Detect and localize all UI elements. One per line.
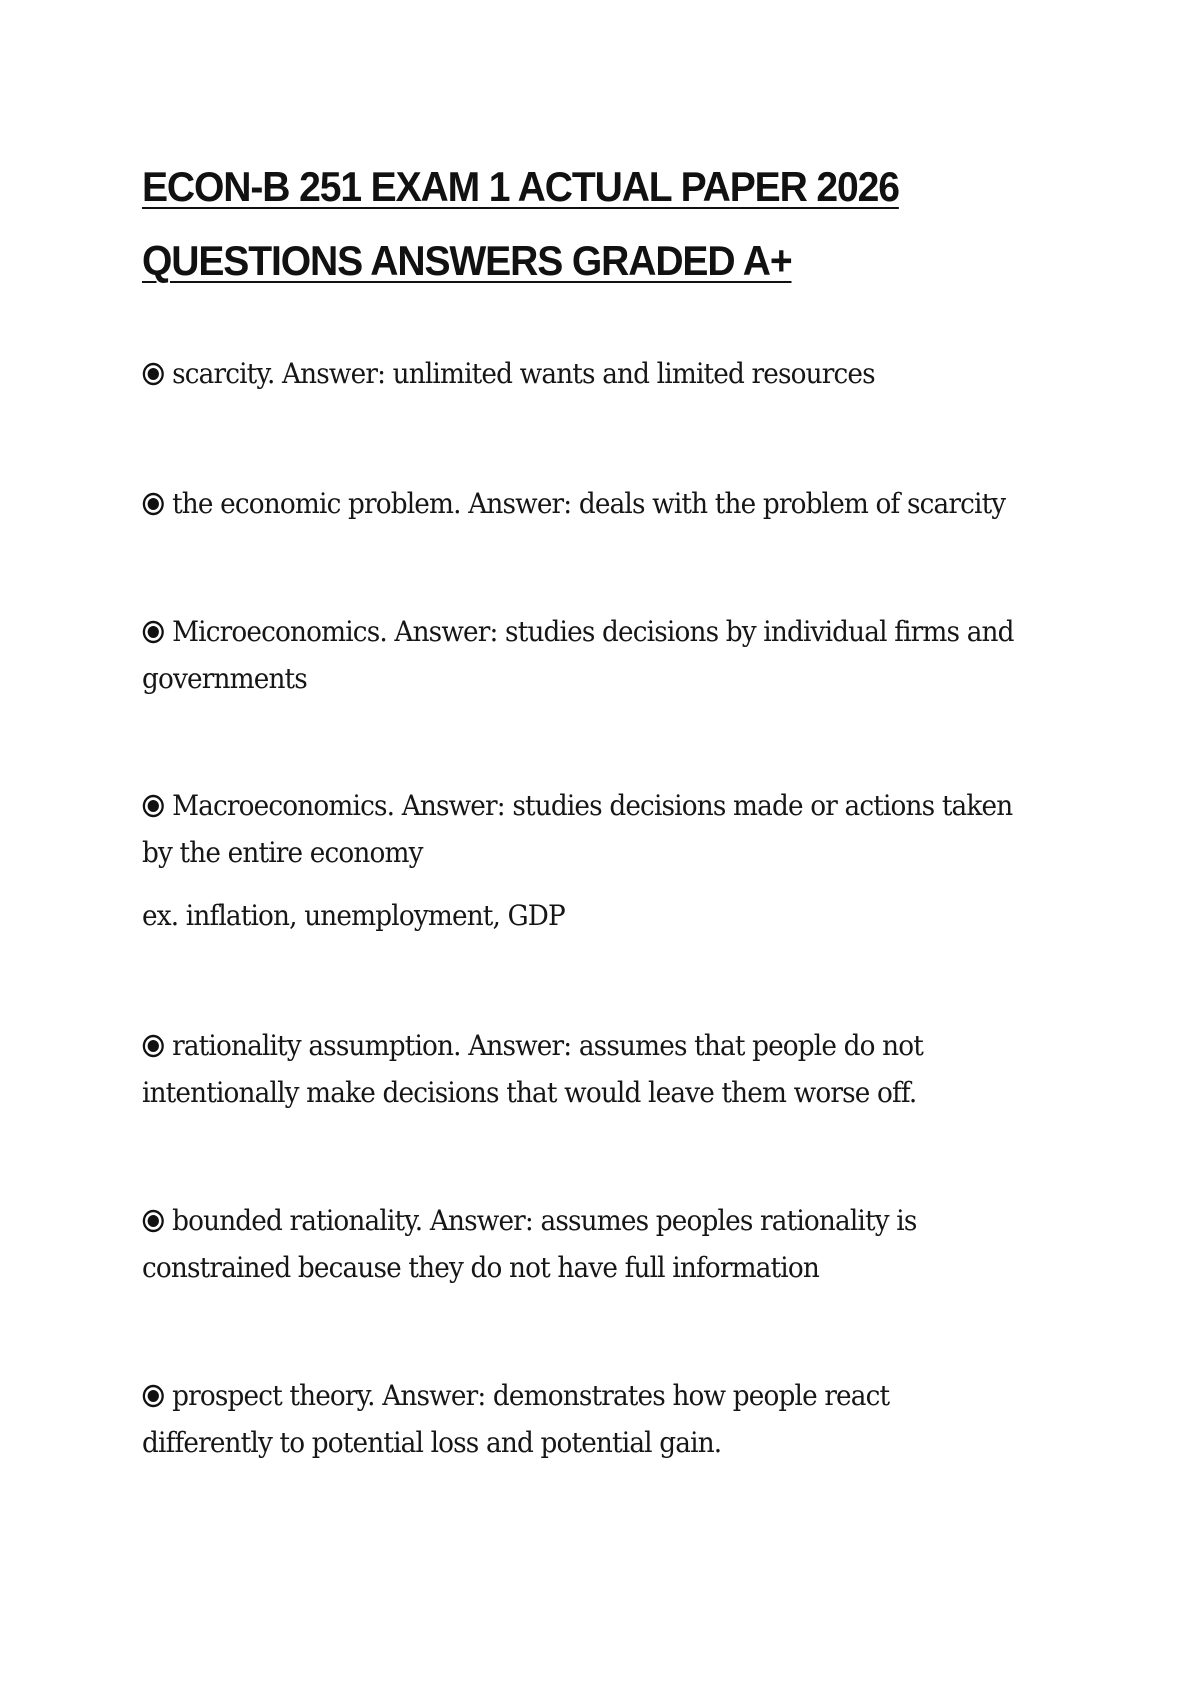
radio-bullet-icon (142, 794, 165, 818)
radio-bullet-icon (142, 1034, 165, 1058)
qa-item-bounded-rationality (142, 1197, 1026, 1291)
document-title (142, 150, 979, 298)
answer-label: Answer: (468, 1029, 572, 1062)
answer-label: Answer: (382, 1379, 486, 1412)
answer-label: Answer: (394, 615, 498, 648)
answer-text: assumes peoples rationality is constrained because they do not have full information (142, 1204, 917, 1284)
answer-text: unlimited wants and limited resources (392, 357, 875, 390)
term-text: Macroeconomics. (172, 789, 395, 822)
qa-item-economic-problem (142, 480, 1026, 527)
qa-item-rationality-assumption (142, 1022, 1026, 1116)
answer-text: deals with the problem of scarcity (578, 487, 1006, 520)
answer-label: Answer: (282, 357, 386, 390)
qa-item-macroeconomics (142, 782, 1026, 939)
radio-bullet-icon (142, 1209, 165, 1233)
term-text: prospect theory. (172, 1379, 375, 1412)
answer-text: assumes that people do not intentionally make decisions that would leave them worse off. (142, 1029, 923, 1109)
term-text: Microeconomics. (172, 615, 387, 648)
answer-label: Answer: (468, 487, 572, 520)
radio-bullet-icon (142, 1384, 165, 1408)
answer-text: studies decisions made or actions taken by the entire economy (142, 789, 1013, 869)
answer-text: demonstrates how people react differently to potential loss and potential gain. (142, 1379, 890, 1459)
title-line-2: QUESTIONS ANSWERS GRADED A+ (142, 237, 792, 284)
answer-text: studies decisions by individual firms and governments (142, 615, 1014, 695)
radio-bullet-icon (142, 492, 165, 516)
example-note: ex. inflation, unemployment, GDP (142, 899, 565, 932)
term-text: scarcity. (172, 357, 275, 390)
qa-item-prospect-theory (142, 1372, 1026, 1466)
answer-label: Answer: (429, 1204, 533, 1237)
term-text: bounded rationality. (172, 1204, 423, 1237)
qa-item-microeconomics (142, 608, 1026, 702)
radio-bullet-icon (142, 620, 165, 644)
title-line-1: ECON-B 251 EXAM 1 ACTUAL PAPER 2026 (142, 163, 899, 210)
qa-item-scarcity (142, 350, 1026, 397)
term-text: the economic problem. (172, 487, 461, 520)
term-text: rationality assumption. (172, 1029, 461, 1062)
answer-label: Answer: (401, 789, 505, 822)
radio-bullet-icon (142, 362, 165, 386)
